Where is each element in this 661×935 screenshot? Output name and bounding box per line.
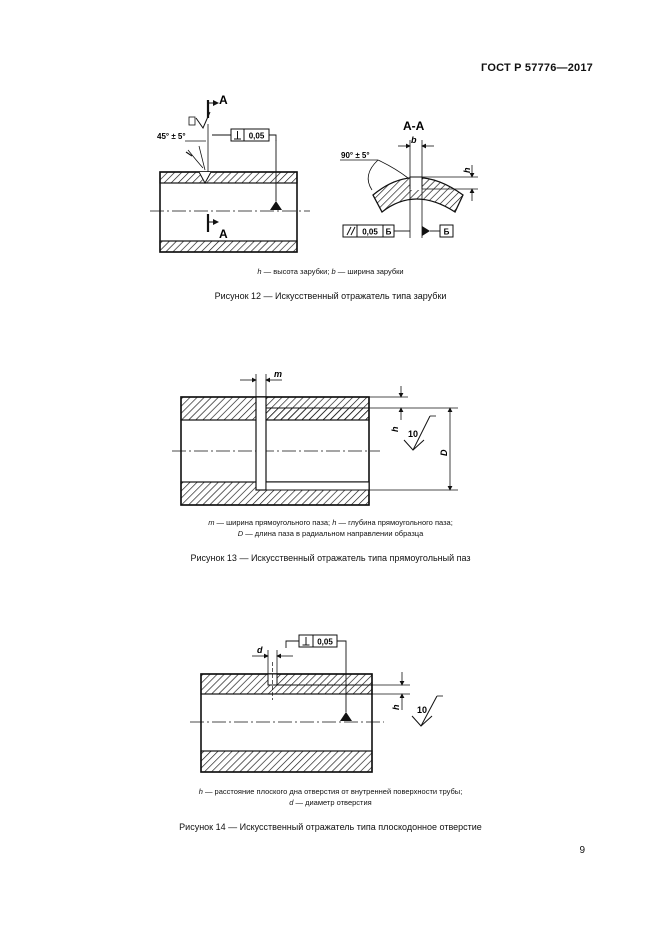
svg-text:0,05: 0,05 [362,227,378,237]
svg-text:10: 10 [408,429,419,439]
figure-13-legend-line1: m — ширина прямоугольного паза; h — глубина прямоугольного паза; [208,518,453,527]
tolerance-frame-perpendicularity [212,129,276,141]
section-mark-a-top [208,93,228,172]
svg-text:d: d [257,645,263,655]
figure-13-legend [0,517,661,539]
figure-12-caption: Рисунок 12 — Искусственный отражатель типа зарубки [214,291,447,301]
figure-14-legend [0,786,661,808]
svg-text:45° ± 5°: 45° ± 5° [157,132,186,141]
figure-13-legend-line2: D — длина паза в радиальном направлении образца [237,529,424,538]
svg-text:А: А [219,93,228,107]
svg-text:D: D [439,449,449,456]
figure-12-legend: h — высота зарубки; b — ширина зарубки [257,267,404,276]
svg-text:10: 10 [417,705,428,715]
tolerance-frame-parallelism [343,225,410,237]
tube-section-flat-bottom-hole [190,635,443,772]
svg-text:А: А [219,227,228,241]
figure-14-legend-line2: d — диаметр отверстия [289,798,372,807]
svg-text:Б: Б [443,227,450,237]
svg-text:b: b [411,135,417,145]
roughness-symbol [404,416,436,450]
tube-section-rect-slot [172,369,458,505]
svg-text:0,05: 0,05 [248,131,265,141]
svg-text:А-А: А-А [403,119,425,133]
svg-text:Б: Б [385,227,392,237]
figure-14-legend-line1: h — расстояние плоского дна отверстия от внутренней поверхности трубы; [198,787,463,796]
section-a-a [340,119,478,238]
figure-13-caption: Рисунок 13 — Искусственный отражатель типа прямоугольный паз [190,553,471,563]
figure-14-drawing [0,625,661,775]
svg-text:0,05: 0,05 [317,637,333,647]
standard-number: ГОСТ Р 57776—2017 [481,62,593,74]
svg-text:h: h [390,426,400,432]
figure-12-drawing [0,0,661,260]
figure-13-drawing [0,360,661,500]
svg-text:90° ± 5°: 90° ± 5° [341,151,370,160]
svg-text:h: h [462,167,472,173]
svg-text:h: h [391,704,401,710]
roughness-symbol-14 [412,696,443,726]
page-number: 9 [579,845,585,856]
svg-text:m: m [274,369,283,379]
figure-14-caption: Рисунок 14 — Искусственный отражатель типа плоскодонное отверстие [179,822,482,832]
tube-section-left [150,93,310,252]
